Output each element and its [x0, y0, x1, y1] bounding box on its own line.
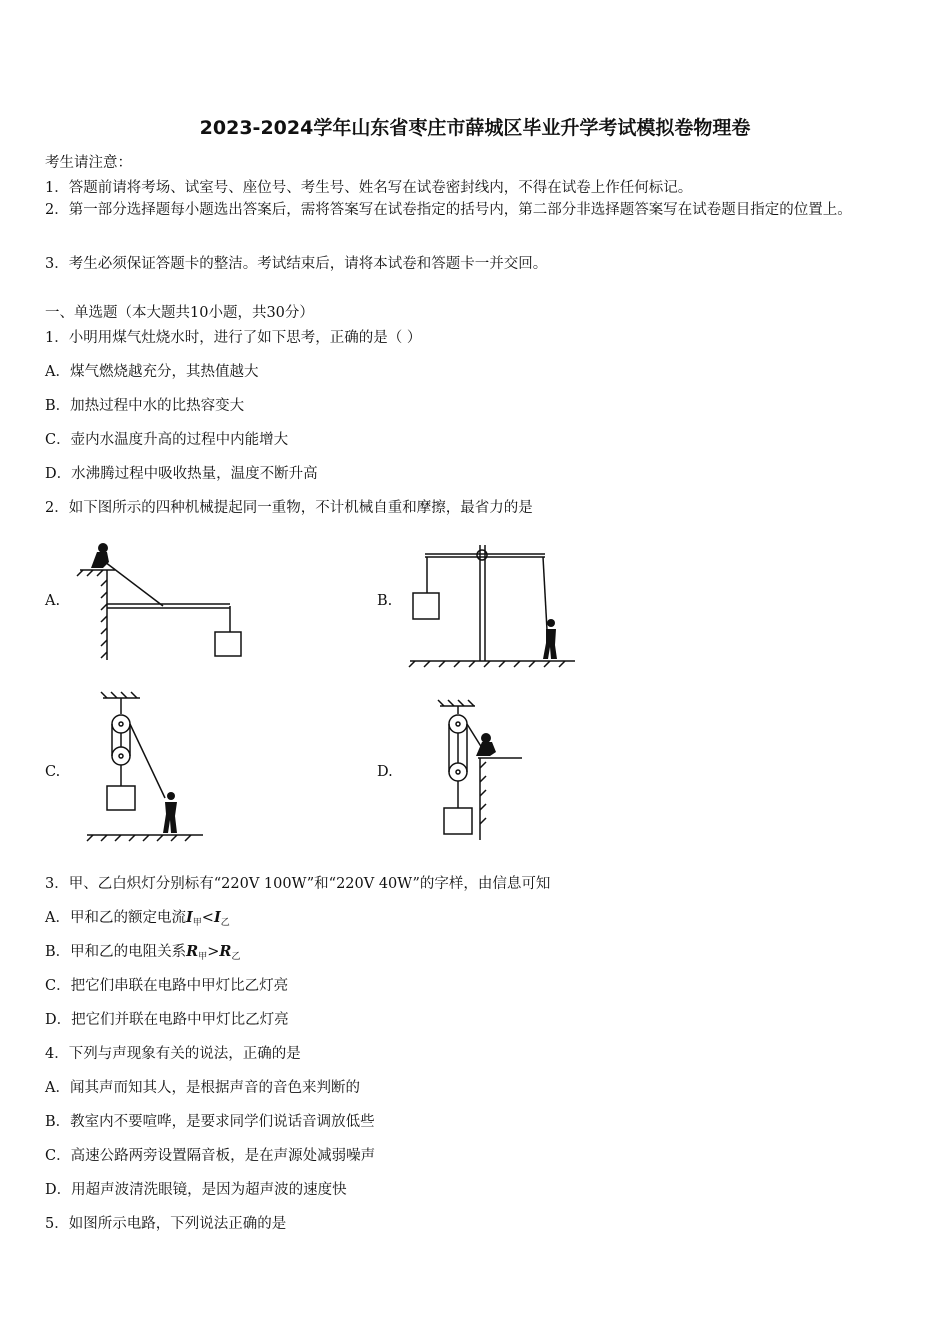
- page-title: 2023-2024学年山东省枣庄市薛城区毕业升学考试模拟卷物理卷: [199, 117, 751, 139]
- notice-item-2: 2．第一部分选择题每小题选出答案后，需将答案写在试卷指定的括号内，第二部分非选择题答案写在试卷题目指定的位置上。: [45, 202, 852, 218]
- fig-label-a: A.: [45, 593, 61, 609]
- notice-item-3: 3．考生必须保证答题卡的整洁。考试结束后，请将本试卷和答题卡一并交回。: [45, 256, 548, 272]
- notice-heading: 考生请注意：: [45, 155, 132, 171]
- q3-option-b: [45, 940, 240, 961]
- symbol-r-jia: R: [186, 943, 199, 960]
- q3-b-prefix: B．甲和乙的电阻关系: [45, 944, 187, 960]
- q4-option-b: B．教室内不要喧哗，是要求同学们说话音调放低些: [45, 1114, 375, 1130]
- sub-yi: 乙: [220, 918, 230, 928]
- q1-option-d: D．水沸腾过程中吸收热量，温度不断升高: [45, 466, 318, 482]
- symbol-i-yi: I: [213, 909, 221, 926]
- q2-stem: 2．如下图所示的四种机械提起同一重物，不计机械自重和摩擦，最省力的是: [45, 500, 533, 516]
- q3-option-a: [45, 906, 230, 927]
- symbol-i-jia: I: [185, 909, 193, 926]
- q4-option-c: C．高速公路两旁设置隔音板，是在声源处减弱噪声: [45, 1148, 376, 1164]
- q3-option-d: D．把它们并联在电路中甲灯比乙灯亮: [45, 1012, 289, 1028]
- figure-a-lever: [75, 540, 255, 665]
- figure-c-pulley: [85, 690, 210, 845]
- less-than: <: [201, 910, 214, 926]
- q4-option-a: A．闻其声而知其人，是根据声音的音色来判断的: [45, 1080, 360, 1096]
- fig-label-b: B.: [377, 593, 393, 609]
- notice-item-1: 1．答题前请将考场、试室号、座位号、考生号、姓名写在试卷密封线内，不得在试卷上作任何标记。: [45, 180, 693, 196]
- section-heading: 一、单选题（本大题共10小题，共30分）: [45, 305, 314, 321]
- q4-stem: 4．下列与声现象有关的说法，正确的是: [45, 1046, 301, 1062]
- q3-a-prefix: A．甲和乙的额定电流: [45, 910, 186, 926]
- sub-jia: 甲: [198, 952, 208, 962]
- q4-option-d: D．用超声波清洗眼镜，是因为超声波的速度快: [45, 1182, 347, 1198]
- q1-option-b: B．加热过程中水的比热容变大: [45, 398, 245, 414]
- figure-d-pulley: [430, 700, 530, 845]
- q3-option-c: C．把它们串联在电路中甲灯比乙灯亮: [45, 978, 289, 994]
- q3-stem: 3．甲、乙白炽灯分别标有“220V 100W”和“220V 40W”的字样，由信息可知: [45, 876, 551, 892]
- fig-label-d: D.: [377, 764, 393, 780]
- greater-than: >: [207, 944, 220, 960]
- fig-label-c: C.: [45, 764, 61, 780]
- symbol-r-yi: R: [219, 943, 232, 960]
- q1-stem: 1．小明用煤气灶烧水时，进行了如下思考，正确的是（ ）: [45, 330, 422, 346]
- q1-option-a: A．煤气燃烧越充分，其热值越大: [45, 364, 259, 380]
- q5-stem: 5．如图所示电路，下列说法正确的是: [45, 1216, 287, 1232]
- q1-option-c: C．壶内水温度升高的过程中内能增大: [45, 432, 289, 448]
- figure-b-crane: [405, 535, 580, 665]
- sub-yi: 乙: [231, 952, 241, 962]
- sub-jia: 甲: [192, 918, 202, 928]
